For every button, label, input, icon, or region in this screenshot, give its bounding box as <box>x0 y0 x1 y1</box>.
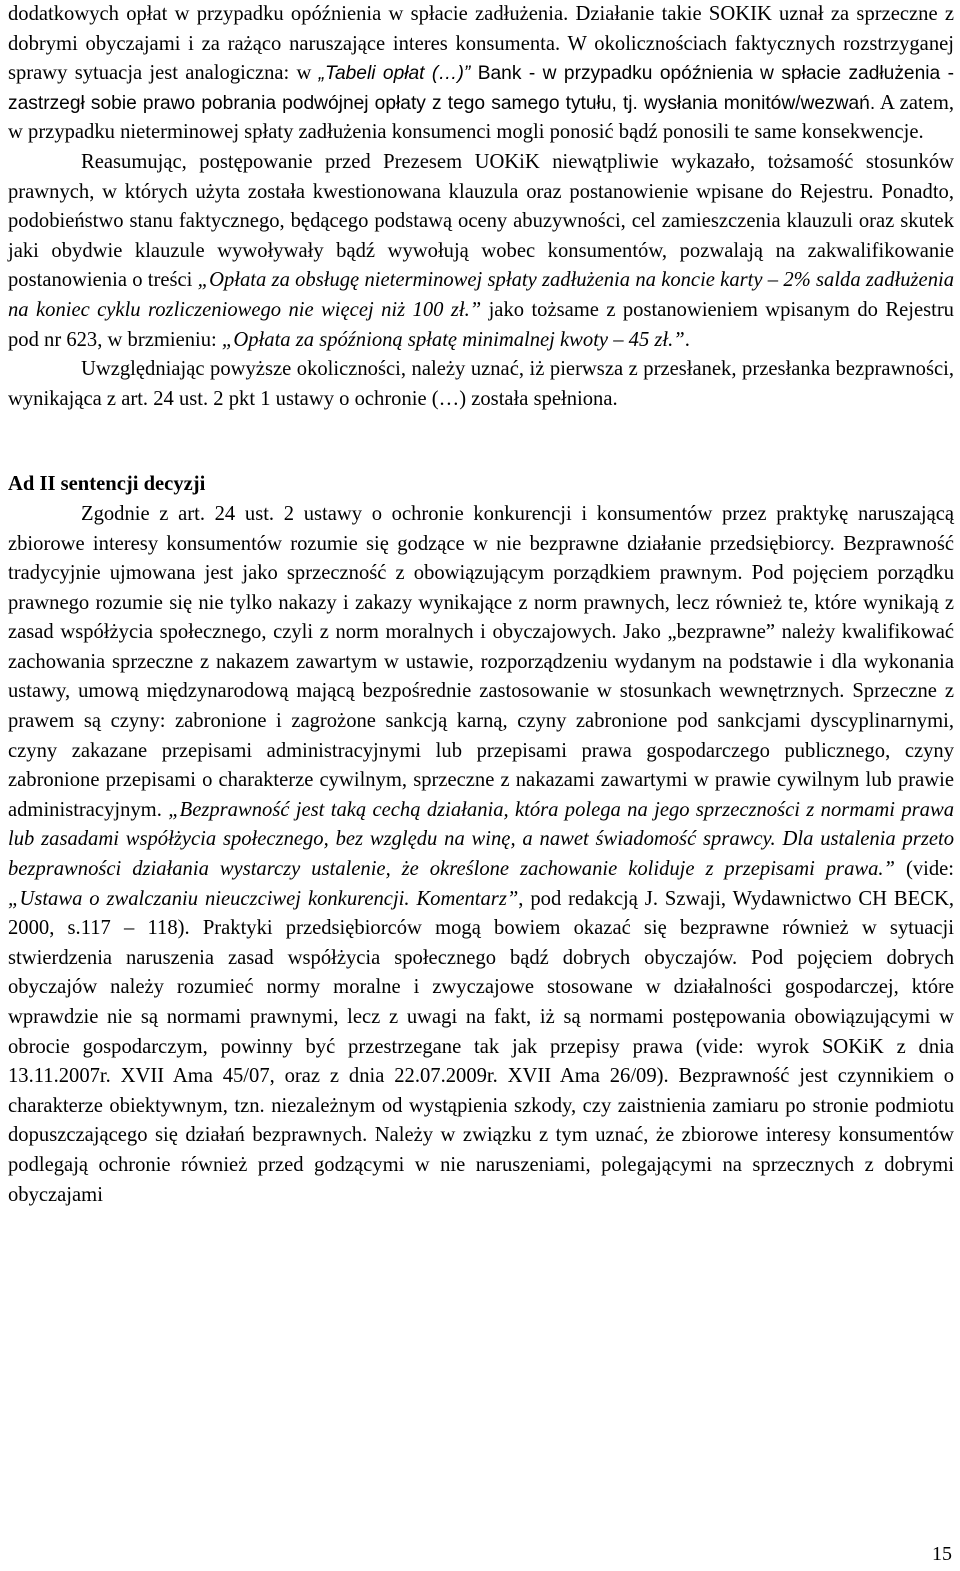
quote-oplata-za-obsluge: „Opłata za obsługę nieterminowej spłaty zadłużenia na koncie karty – 2% salda zadłużenia na koniec cyklu rozliczeniowego nie więcej niż 100 zł.” <box>8 269 955 321</box>
paragraph-text: , pod redakcją J. Szwaji, Wydawnictwo CH BECK, 2000, s.117 – 118). Praktyki przedsiębiorców mogą bowiem okazać się bezprawne również w sytuacji stwierdzenia naruszenia zasad współżycia społecznego bądź dobrych obyczajów. Pod pojęciem dobrych obyczajów należy rozumieć normy moralne i zwyczajowe stosowane w działalności gospodarczej, które wprawdzie nie są normami prawnymi, lecz z uwagi na fakt, iż są normami postępowania obowiązującymi w obrocie gospodarczym, powinny być przestrzegane tak jak przepisy prawa (vide: wyrok SOKiK z dnia 13.11.2007r. XVII Ama 45/07, oraz z dnia 22.07.2009r. XVII Ama 26/09). Bezprawność jest czynnikiem o charakterze obiektywnym, tzn. niezależnym od wystąpienia szkody, czy zaistnienia zamiaru po stronie podmiotu dopuszczającego się działań bezprawnych. Należy w związku z tym uznać, że zbiorowe interesy konsumentów podlegają ochronie również przed godzącymi w nie naruszeniami, polegającymi na sprzecznych z dobrymi obyczajami <box>8 887 954 1206</box>
section-heading: Ad II sentencji decyzji <box>8 473 206 496</box>
paragraph-uwzgledniajac: Uwzględniając powyższe okoliczności, należy uznać, iż pierwsza z przesłanek, przesłanka bezprawności, wynikająca z art. 24 ust. 2 pkt 1 ustawy o ochronie (…) została spełniona. <box>8 358 954 410</box>
page-number: 15 <box>932 1543 952 1565</box>
quote-oplata-za-spozniona-splate: „Opłata za spóźnioną spłatę minimalnej kwoty – 45 zł.” <box>221 328 685 351</box>
paragraph-zgodnie <box>8 500 954 1210</box>
paragraph-text: Zgodnie z art. 24 ust. 2 ustawy o ochronie konkurencji i konsumentów przez praktykę naruszającą zbiorowe interesy konsumentów rozumie się godzące w nie bezprawne działanie przedsiębiorcy. Bezprawność tradycyjnie ujmowana jest jako sprzeczność z obowiązującym porządkiem prawnym. Pod pojęciem porządku prawnego rozumie się nie tylko nakazy i zakazy wynikające z norm prawnych, lecz również te, które wynikają z zasad współżycia społecznego, czyli z norm moralnych i obyczajowych. Jako „bezprawne” należy kwalifikować zachowania sprzeczne z nakazem zawartym w ustawie, rozporządzeniu wydanym na podstawie i dla wykonania ustawy, umową międzynarodową mającą bezpośrednie zastosowanie w stosunkach wewnętrznych. Sprzeczne z prawem są czyny: zabronione i zagrożone sankcją karną, czyny zabronione pod sankcjami dyscyplinarnymi, czyny zakazane przepisami administracyjnymi lub przepisami prawa gospodarczego publicznego, czyny zabronione przepisami o charakterze cywilnym, sprzeczne z nakazami zawartymi w prawie cywilnym lub prawie administracyjnym. <box>8 502 954 821</box>
paragraph-text: jako tożsame z postanowieniem wpisanym do Rejestru pod nr 623, w brzmieniu: <box>8 298 954 351</box>
quote-bezprawnosc: „Bezprawność jest taką cechą działania, która polega na jego sprzeczności z normami prawa lub zasadami współżycia społecznego, bez względu na winę, a nawet świadomość sprawcy. Dla ustalenia przeto bezprawności działania wystarczy ustalenie, że określone zachowanie koliduje z przepisami prawa.” <box>8 798 954 881</box>
document-page <box>8 0 954 1210</box>
paragraph-text: A zatem, w przypadku nieterminowej spłaty zadłużenia konsumenci mogli ponosić bądź ponosili te same konsekwencje. <box>8 91 954 144</box>
paragraph-text: . <box>684 328 690 351</box>
section-spacer <box>8 414 954 470</box>
quote-tabela-oplat: „Tabeli opłat (…)” <box>318 63 471 85</box>
paragraph-text: Bank - w przypadku opóźnienia w spłacie zadłużenia - zastrzegł sobie prawo pobrania podwójnej opłaty z tego samego tytułu, tj. wysłania monitów/wezwań. <box>8 63 954 114</box>
paragraph-tabela-oplat <box>8 0 954 148</box>
paragraph-reasumujac <box>8 148 954 355</box>
paragraph-text: (vide: <box>895 858 954 881</box>
citation-title: „Ustawa o zwalczaniu nieuczciwej konkurencji. Komentarz” <box>8 887 519 910</box>
paragraph-text: dodatkowych opłat w przypadku opóźnienia w spłacie zadłużenia. Działanie takie SOKIK uznał za sprzeczne z dobrymi obyczajami i za rażąco naruszające interes konsumenta. W okolicznościach faktycznych rozstrzyganej sprawy sytuacja jest analogiczna: w <box>8 3 954 85</box>
paragraph-text: Reasumując, postępowanie przed Prezesem UOKiK niewątpliwie wykazało, tożsamość stosunków prawnych, w których użyta została kwestionowana klauzula oraz postanowienie wpisane do Rejestru. Ponadto, podobieństwo stanu faktycznego, będącego podstawą oceny abuzywności, cel zamieszczenia klauzuli oraz skutek jaki obydwie klauzule wywoływały bądź wywołują wobec konsumentów, pozwalają na zakwalifikowanie postanowienia o treści <box>8 150 954 292</box>
